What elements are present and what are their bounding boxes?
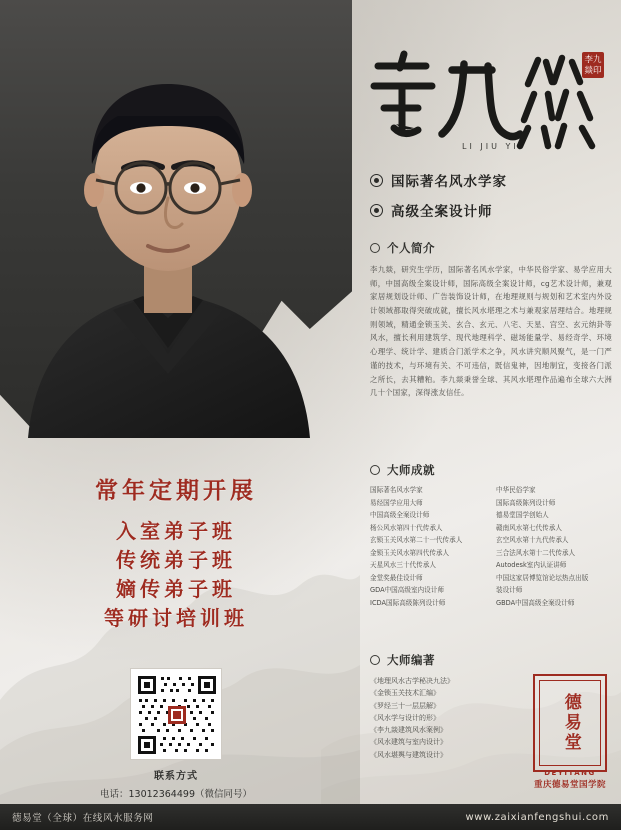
books-heading-row	[370, 652, 616, 668]
svg-text:李九: 李九	[584, 55, 602, 65]
list-item: 《风水堪舆与建筑设计》	[370, 750, 447, 759]
bio-section	[370, 240, 612, 400]
list-item: 《地理风水古学秘决九法》	[370, 677, 454, 685]
list-item: 赣南风水第七代传承人	[496, 523, 562, 532]
course-line-1: 入室弟子班	[116, 519, 236, 543]
achievements-section	[370, 462, 616, 608]
list-item: 装设计师	[496, 586, 523, 595]
list-item: 玄锁玉关风水第二十一代传承人	[370, 536, 463, 545]
list-item: 金堂奖最佳设计师	[370, 573, 423, 582]
courses-banner: 常年定期开展	[95, 477, 257, 504]
list-item: 杨公风水第四十代传承人	[370, 523, 443, 532]
course-line-2: 传统弟子班	[116, 548, 236, 572]
courses-block	[0, 472, 352, 633]
right-column	[360, 0, 621, 830]
books-heading: 大师编著	[387, 653, 435, 667]
bio-heading-row	[370, 240, 612, 256]
footer-bar	[0, 804, 621, 830]
contact-phone: 电话：13012364499（微信同号）	[100, 789, 252, 800]
footer-url[interactable]: www.zaixianfengshui.com	[465, 811, 609, 823]
list-item: 天星风水三十代传承人	[370, 561, 436, 570]
list-item: 金锁玉关风水第四代传承人	[370, 548, 450, 557]
circle-icon	[370, 465, 380, 475]
list-item: 中国高级全案设计师	[370, 511, 430, 520]
achievements-heading: 大师成就	[387, 463, 435, 477]
course-line-4: 等研讨培训班	[104, 606, 248, 630]
list-item: 玄空风水第十九代传承人	[496, 536, 569, 545]
course-line-3: 嫡传弟子班	[116, 577, 236, 601]
achievements-heading-row	[370, 462, 616, 478]
bullet-ring-icon	[370, 174, 383, 187]
list-item: 德易堂国学创始人	[496, 511, 549, 520]
title-list	[370, 170, 610, 230]
list-item: 《风水建筑与室内设计》	[370, 738, 447, 747]
title-row-2	[370, 200, 610, 220]
seal-text: 德易堂	[539, 680, 601, 766]
title-row-1	[370, 170, 610, 190]
brand-pinyin: LI JIU YI	[462, 142, 519, 151]
contact-label: 联系方式	[154, 771, 198, 782]
footer-site-name: 德易堂（全球）在线风水服务网	[12, 813, 154, 824]
circle-icon	[370, 243, 380, 253]
list-item: 《罗经三十一层层解》	[370, 701, 440, 710]
list-item: GBDA中国高级全案设计师	[496, 598, 575, 607]
seal-caption-en: DEYITANG	[544, 769, 596, 777]
list-item: GDA中国高级室内设计师	[370, 586, 444, 595]
list-item: 国际著名风水学家	[370, 486, 423, 494]
svg-text:燚印: 燚印	[584, 66, 602, 76]
avatar	[18, 18, 318, 438]
list-item: 中华民俗学家	[496, 486, 536, 494]
title-2: 高级全案设计师	[391, 204, 493, 220]
portrait-panel	[0, 0, 352, 470]
seal-caption-zh: 重庆德易堂国学院	[533, 780, 606, 790]
list-item: 三合法风水第十二代传承人	[496, 548, 576, 557]
contact-block	[0, 668, 352, 800]
list-item: 《李九燚建筑风水案例》	[370, 726, 447, 734]
qr-code-image	[135, 673, 219, 757]
list-item: 《风水学与设计的形》	[370, 713, 440, 722]
seal-caption	[527, 769, 613, 790]
bio-text: 李九燚，研究生学历，国际著名风水学家，中华民俗学家、易学应用大师，中国高级全案设计师，国际高级全案设计师，cg艺术设计师，兼观家居规划设计师、广告装饰设计师，在地理规则与规划和艺术室内外设计领域都取得突破成就，擅长风水堪理之术与兼观家居理结合。地理规则领域，精通金锁玉关、玄合、玄元、八宅、天星、宫空、玄元纳卦等风水，擅长利用建筑学、现代地理科学、磁场能量学、易经奇学、环境心理学、统计学、建质合门派学术之争，风水讲究顺风聚气，是一门严谨的技术，与环境有关、不可违信，既信鬼神，因地制宜，变接各门派之所长，去其糟粕。李九燚秉誉全球、其风水堪理作品遍布全球六大洲几十个国家，深得涨友信任。	[370, 265, 612, 398]
circle-icon	[370, 655, 380, 665]
qr-code[interactable]	[130, 668, 222, 760]
list-item: 国际高级陈列设计师	[496, 498, 556, 507]
list-item: 易经国学应用大师	[370, 498, 423, 507]
brand-name-calligraphy	[366, 44, 611, 154]
bullet-ring-icon	[370, 204, 383, 217]
list-item: Autodesk室内认证讲师	[496, 561, 567, 570]
list-item: 《金锁玉关技术汇编》	[370, 689, 440, 698]
list-item: 中国这家居博览馆论坛热点出版	[496, 573, 589, 582]
achievements-grid	[370, 485, 616, 608]
company-seal	[533, 674, 607, 772]
list-item: ICDA国际高级陈列设计师	[370, 598, 446, 607]
bio-heading: 个人简介	[387, 241, 435, 255]
title-1: 国际著名风水学家	[391, 174, 507, 190]
